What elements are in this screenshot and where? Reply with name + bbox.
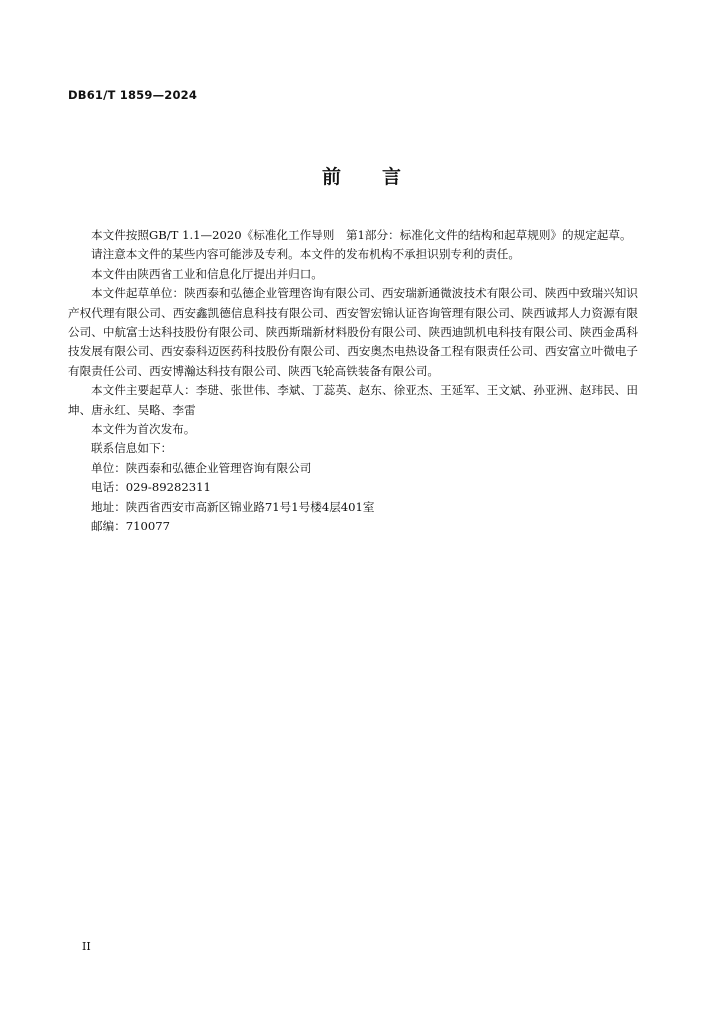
paragraph-proposer: 本文件由陕西省工业和信息化厅提出并归口。 [91, 266, 323, 281]
title-part-2: 言 [382, 166, 403, 188]
paragraph-first-release: 本文件为首次发布。 [91, 422, 196, 437]
title-part-1: 前 [321, 166, 342, 188]
paragraph-patent-notice: 请注意本文件的某些内容可能涉及专利。本文件的发布机构不承担识别专利的责任。 [91, 247, 520, 262]
document-code: DB61/T 1859—2024 [68, 88, 198, 102]
page-title [0, 162, 724, 189]
page-number: II [82, 940, 91, 953]
paragraph-contact-heading: 联系信息如下： [91, 441, 173, 456]
contact-address: 地址：陕西省西安市高新区锦业路71号1号楼4层401室 [91, 499, 375, 514]
contact-postcode: 邮编：710077 [91, 519, 171, 534]
paragraph-drafting-units: 本文件起草单位：陕西泰和弘德企业管理咨询有限公司、西安瑞新通微波技术有限公司、陕西中致瑞兴知识产权代理有限公司、西安鑫凯德信息科技有限公司、西安智宏锦认证咨询管理有限公司、陕西诚邦人力资源有限公司、中航富士达科技股份有限公司、陕西斯瑞新材料股份有限公司、陕西迪凯机电科技有限公司、陕西金禹科技发展有限公司、西安泰科迈医药科技股份有限公司、西安奥杰电热设备工程有限责任公司、西安富立叶微电子有限责任公司、西安博瀚达科技有限公司、陕西飞轮高铁装备有限公司。 [68, 286, 638, 378]
paragraph-drafters: 本文件主要起草人：李琎、张世伟、李斌、丁蕊英、赵东、徐亚杰、王延军、王文斌、孙亚洲、赵玮民、田坤、唐永红、吴略、李雷 [68, 383, 638, 417]
contact-phone: 电话：029-89282311 [91, 480, 211, 495]
foreword-body [68, 226, 638, 537]
contact-unit: 单位：陕西泰和弘德企业管理咨询有限公司 [91, 460, 312, 475]
paragraph-drafting-rules: 本文件按照GB/T 1.1—2020《标准化工作导则 第1部分：标准化文件的结构和起草规则》的规定起草。 [91, 228, 632, 242]
